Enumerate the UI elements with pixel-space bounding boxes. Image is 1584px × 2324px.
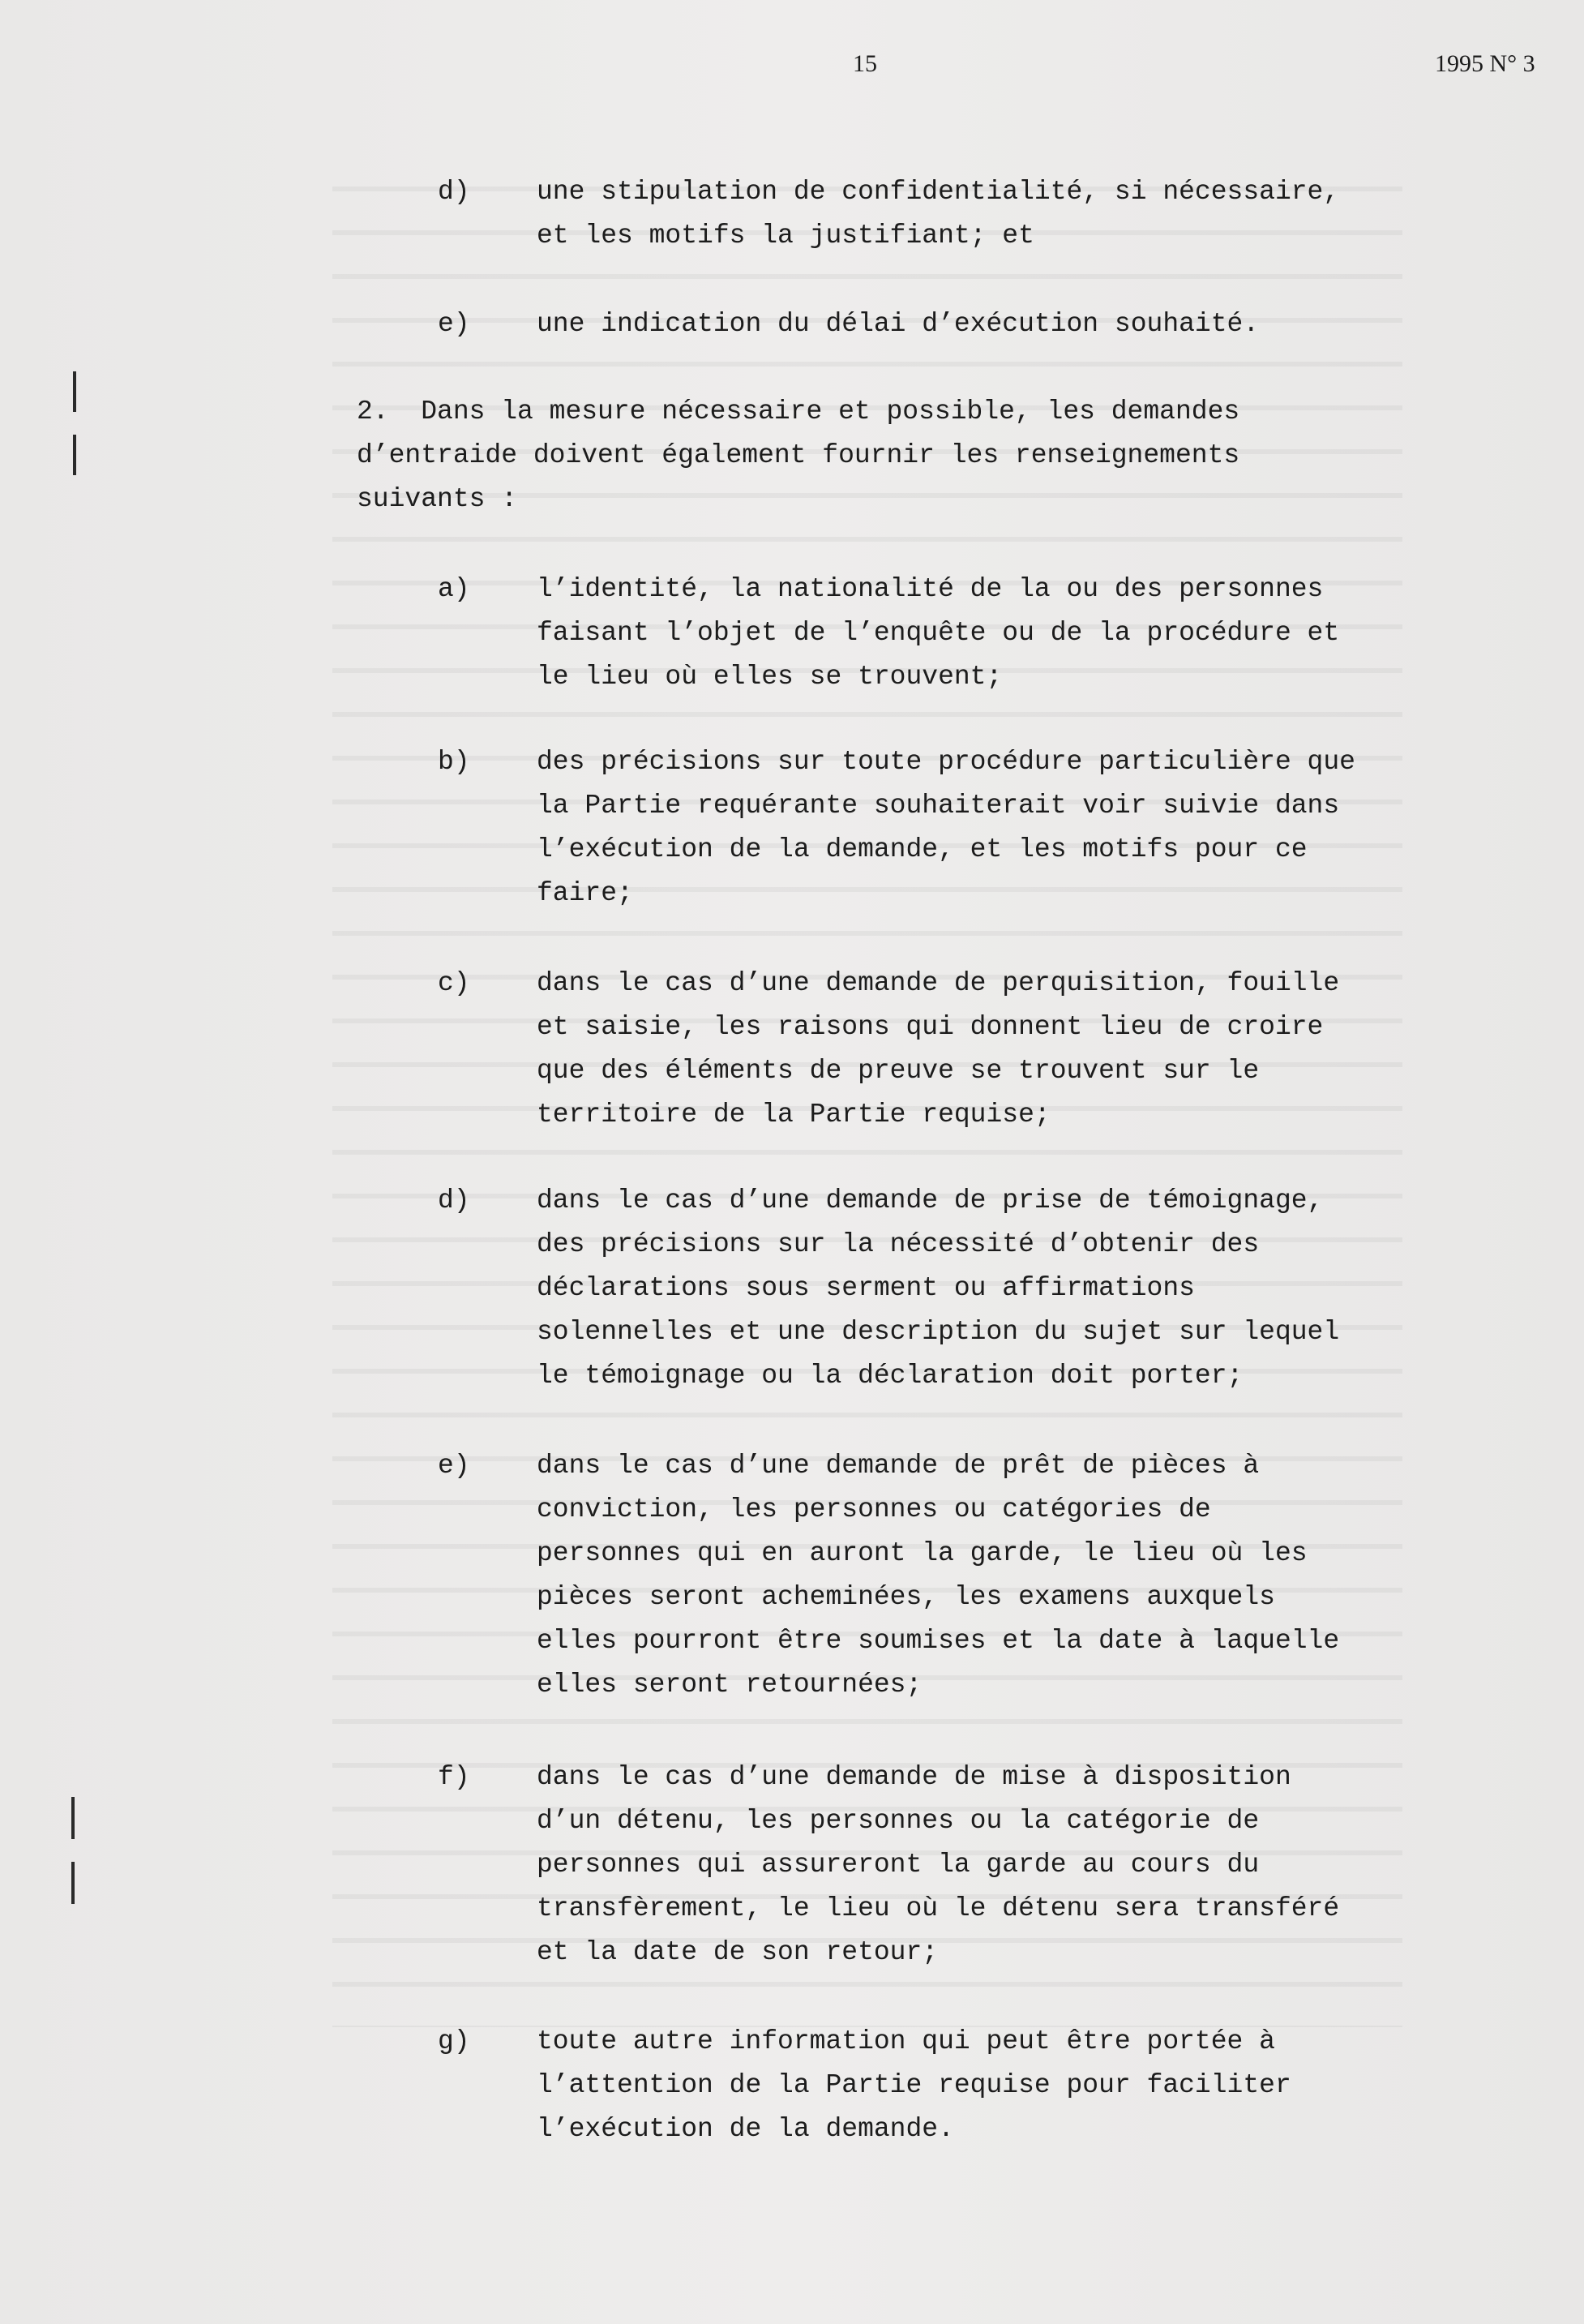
list-item-line: le lieu où elles se trouvent; [537,662,1003,692]
list-item-label: e) [438,309,470,339]
list-item-line: personnes qui assureront la garde au cours du [537,1850,1260,1880]
list-item-line: le témoignage ou la déclaration doit porter; [537,1361,1244,1391]
list-item-label: a) [438,574,470,604]
list-item-line: et la date de son retour; [537,1937,939,1967]
list-item-line: elles seront retournées; [537,1670,923,1700]
list-item-line: personnes qui en auront la garde, le lieu où les [537,1538,1308,1568]
page-number: 15 [853,50,877,77]
paragraph-line: d’entraide doivent également fournir les renseignements [357,440,1240,470]
list-item-label: g) [438,2026,470,2056]
list-item-label: d) [438,1186,470,1216]
list-item-line: l’exécution de la demande. [537,2114,954,2144]
list-item-line: transfèrement, le lieu où le détenu sera transféré [537,1893,1340,1923]
margin-revision-bar [71,1797,75,1839]
list-item-line: une stipulation de confidentialité, si nécessaire, [537,177,1340,207]
list-item-line: dans le cas d’une demande de mise à disposition [537,1762,1291,1792]
list-item-line: et les motifs la justifiant; et [537,221,1034,251]
list-item-line: la Partie requérante souhaiterait voir suivie dans [537,791,1340,821]
list-item-line: d’un détenu, les personnes ou la catégorie de [537,1806,1260,1836]
list-item-line: dans le cas d’une demande de prêt de pièces à [537,1451,1260,1481]
list-item-line: solennelles et une description du sujet sur lequel [537,1317,1340,1347]
paragraph-line: 2. Dans la mesure nécessaire et possible, les demandes [357,397,1240,427]
list-item-line: pièces seront acheminées, les examens auxquels [537,1582,1275,1612]
list-item-line: des précisions sur toute procédure particulière que [537,747,1355,777]
margin-revision-bar [73,435,76,475]
margin-revision-bar [71,1862,75,1904]
list-item-line: et saisie, les raisons qui donnent lieu de croire [537,1012,1324,1042]
list-item-line: toute autre information qui peut être portée à [537,2026,1275,2056]
list-item-line: des précisions sur la nécessité d’obtenir des [537,1229,1260,1259]
list-item-line: l’identité, la nationalité de la ou des personnes [537,574,1324,604]
list-item-line: l’attention de la Partie requise pour faciliter [537,2070,1291,2100]
list-item-line: conviction, les personnes ou catégories de [537,1494,1211,1524]
list-item-label: c) [438,968,470,998]
list-item-label: b) [438,747,470,777]
list-item-line: que des éléments de preuve se trouvent sur le [537,1056,1260,1086]
margin-revision-bar [73,371,76,412]
list-item-line: dans le cas d’une demande de prise de témoignage, [537,1186,1324,1216]
list-item-line: déclarations sous serment ou affirmations [537,1273,1195,1303]
list-item-line: faire; [537,878,633,908]
list-item-line: elles pourront être soumises et la date à laquelle [537,1626,1340,1656]
paragraph-line: suivants : [357,484,518,514]
list-item-line: une indication du délai d’exécution souhaité. [537,309,1260,339]
list-item-line: territoire de la Partie requise; [537,1100,1051,1130]
list-item-line: l’exécution de la demande, et les motifs pour ce [537,834,1308,864]
list-item-line: dans le cas d’une demande de perquisition, fouille [537,968,1340,998]
list-item-label: e) [438,1451,470,1481]
list-item-label: d) [438,177,470,207]
document-reference: 1995 N° 3 [1435,50,1535,77]
list-item-label: f) [438,1762,470,1792]
list-item-line: faisant l’objet de l’enquête ou de la procédure et [537,618,1340,648]
